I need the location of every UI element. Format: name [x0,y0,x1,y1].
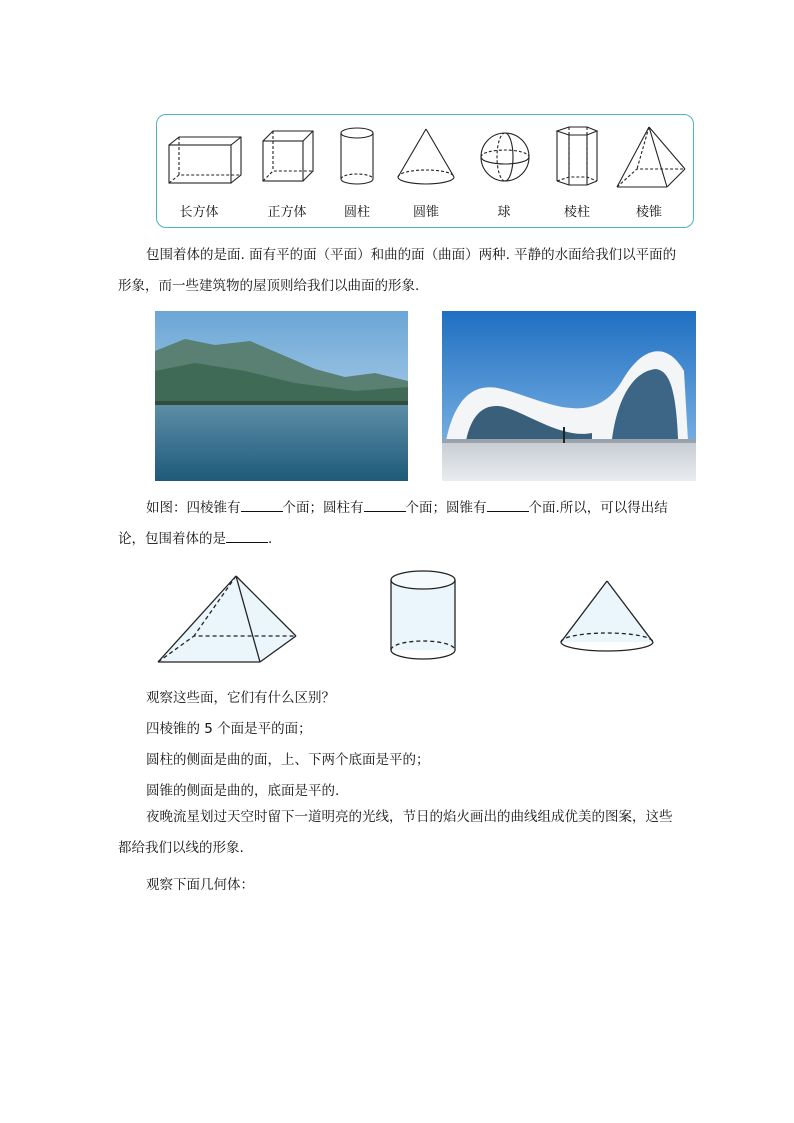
question-paragraph [118,493,678,555]
cone-large-figure [558,578,656,658]
cylinder-large-figure [388,568,458,664]
solid-label-cone: 圆锥 [412,205,439,220]
building-photo [442,311,696,481]
question-part-4: 个面.所以，可以得出结论，包围着体的是 [118,500,668,547]
question-part-2: 个面；圆柱有 [282,500,364,516]
cone-figure [395,125,457,187]
lake-photo [155,311,408,481]
cone-faces-note: 圆锥的侧面是曲的，底面是平的. [146,783,340,799]
cuboid-figure [165,125,247,187]
solid-label-sphere: 球 [497,205,511,220]
cylinder-figure [337,125,377,187]
answer-blank-conclusion[interactable] [226,528,268,543]
paragraph-faces: 包围着体的是面. 面有平的面（平面）和曲的面（曲面）两种. 平静的水面给我们以平面的形象，而一些建筑物的屋顶则给我们以曲面的形象. [118,247,677,294]
prism-figure [551,125,603,189]
square-pyramid-figure [156,572,298,666]
pyramid-figure [615,125,689,191]
question-part-1: 如图：四棱锥有 [146,500,241,516]
paragraph-lines: 夜晚流星划过天空时留下一道明亮的光线，节日的焰火画出的曲线组成优美的图案，这些都给我们以线的形象. [118,809,673,856]
solid-label-cube: 正方体 [267,205,307,220]
solid-label-prism: 棱柱 [563,205,590,220]
question-part-3: 个面；圆锥有 [405,500,487,516]
observe-solids-heading: 观察下面几何体： [146,877,254,893]
cylinder-faces-note: 圆柱的侧面是曲的面，上、下两个底面是平的； [146,752,430,768]
answer-blank-cone[interactable] [487,497,529,512]
question-part-5: . [268,531,273,547]
cube-figure [257,125,317,187]
answer-blank-pyramid[interactable] [241,497,283,512]
answer-blank-cylinder[interactable] [364,497,406,512]
solids-panel [156,114,694,228]
observe-question: 观察这些面，它们有什么区别？ [146,690,335,706]
solid-label-cylinder: 圆柱 [343,205,370,220]
solid-label-cuboid: 长方体 [179,205,219,220]
solid-label-pyramid: 棱锥 [635,205,662,220]
sphere-figure [477,125,533,187]
pyramid-faces-note: 四棱锥的 5 个面是平的面； [146,721,312,737]
